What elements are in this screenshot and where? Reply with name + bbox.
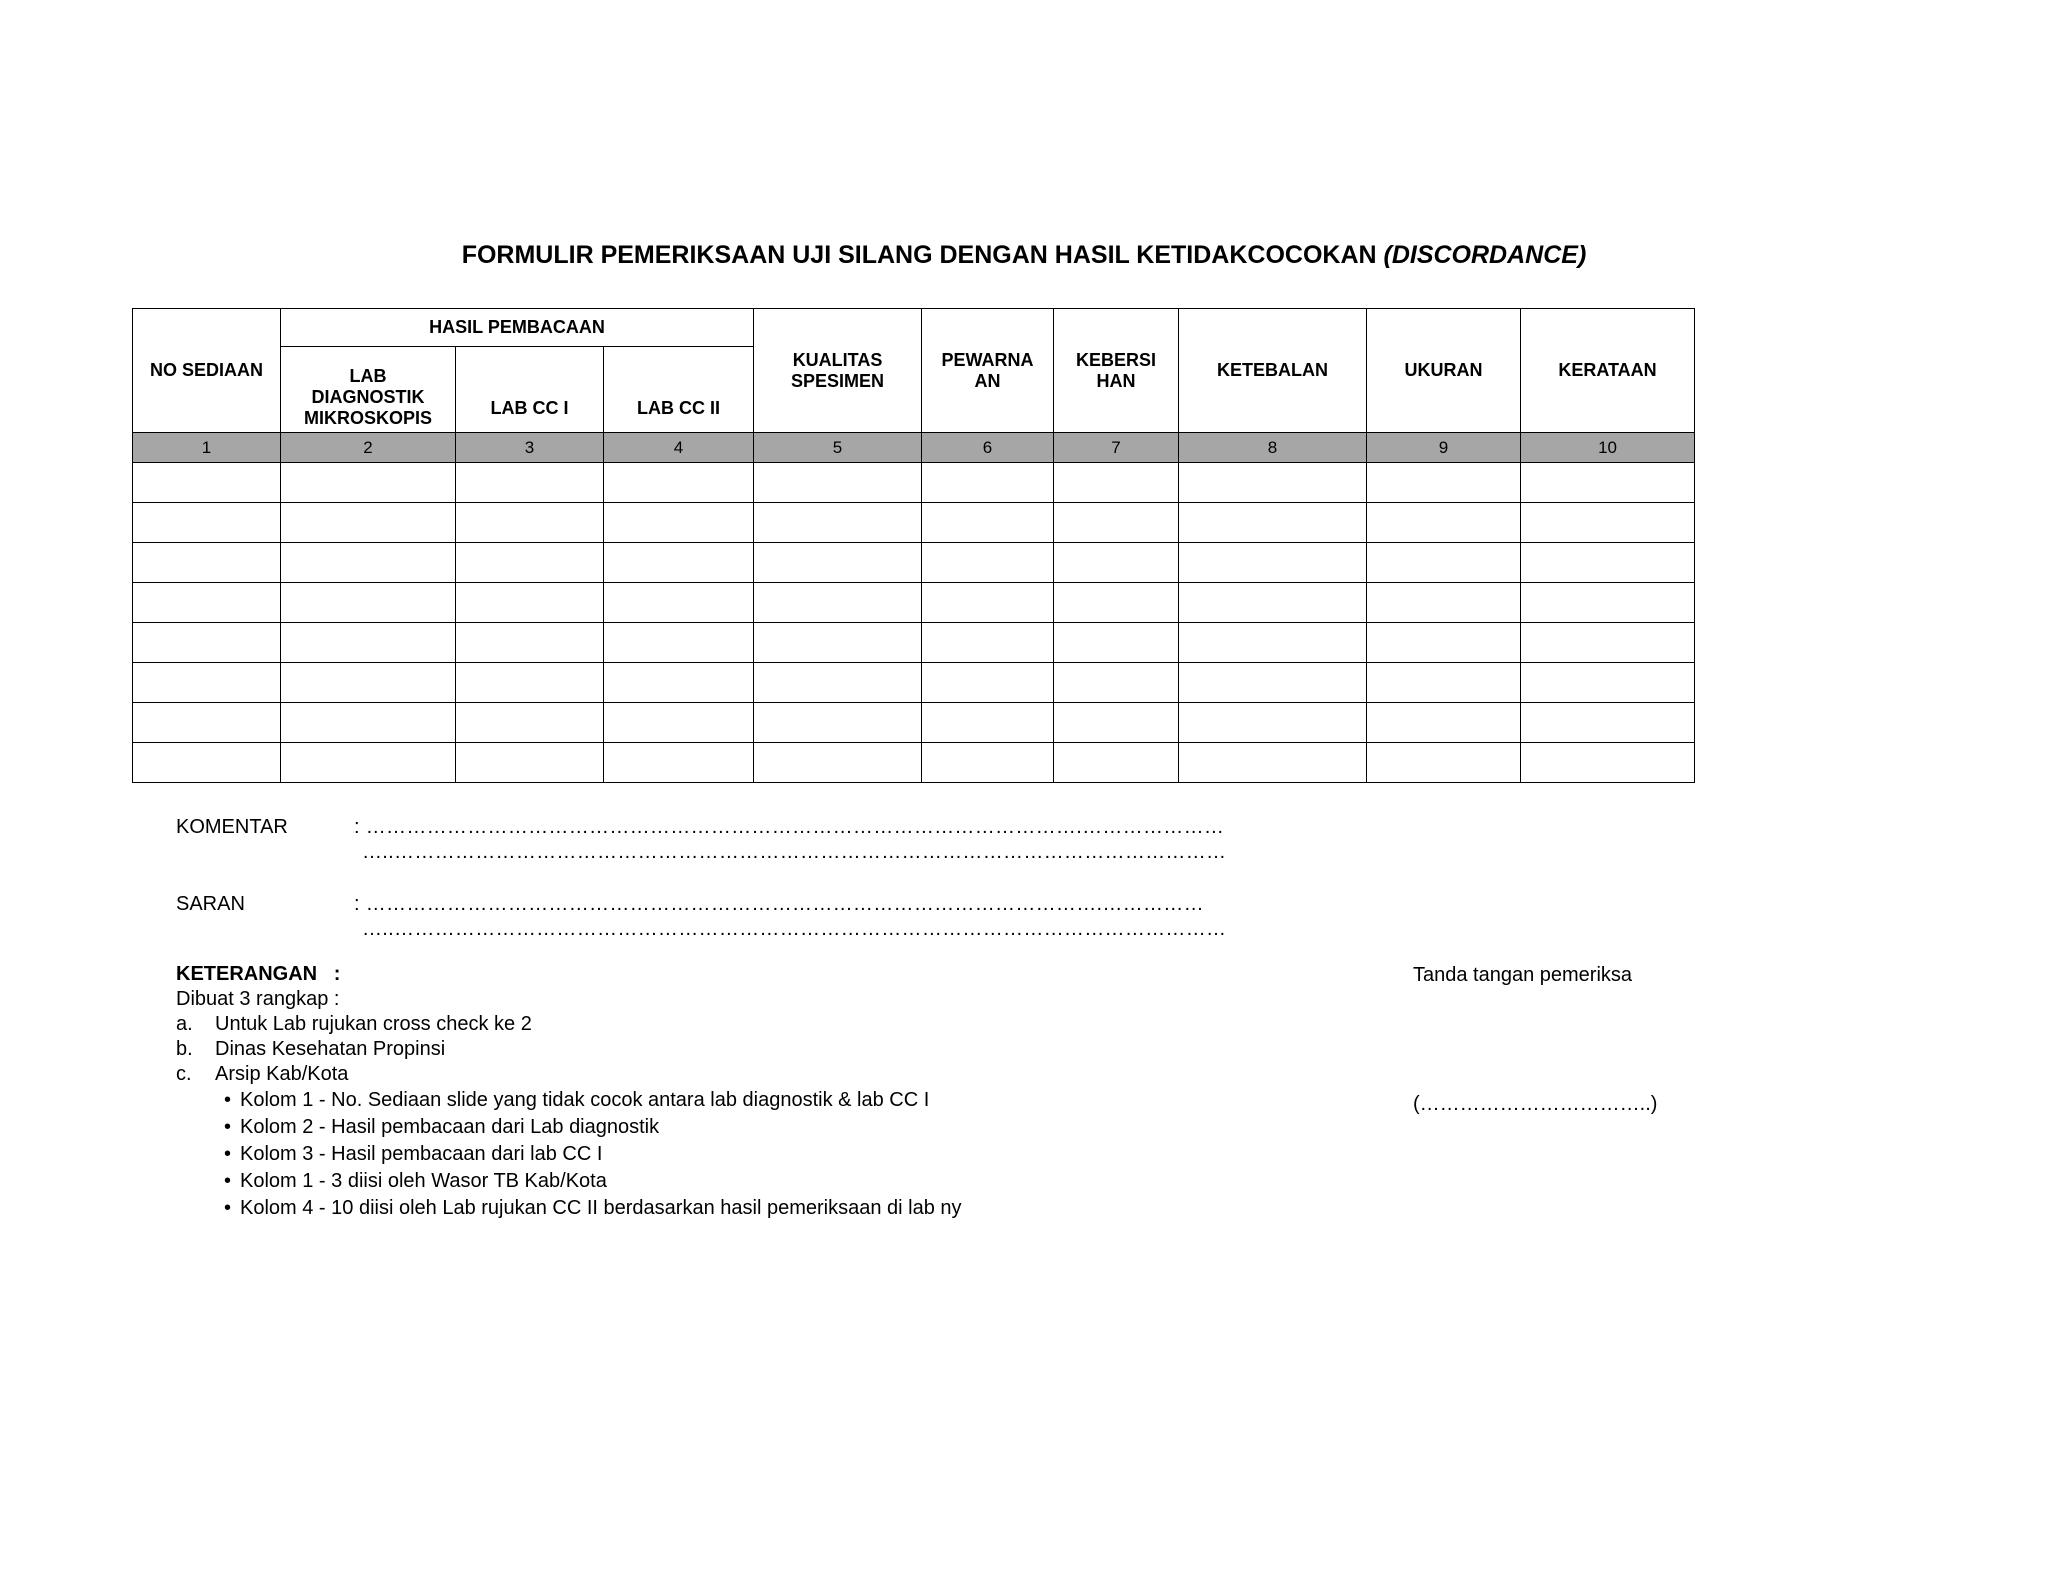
entry-cell[interactable] xyxy=(604,623,754,663)
entry-cell[interactable] xyxy=(133,543,281,583)
bullet-icon: • xyxy=(224,1089,232,1111)
komentar-line-2[interactable]: …..…………………………………………………………………………………………………………… xyxy=(362,841,1227,863)
column-number: 1 xyxy=(133,433,281,463)
bullet-text: Kolom 1 - No. Sediaan slide yang tidak cocok antara lab diagnostik & lab CC I xyxy=(240,1089,930,1111)
entry-cell[interactable] xyxy=(1054,703,1179,743)
item-marker: c. xyxy=(176,1063,192,1085)
header-lab-cc-1: LAB CC I xyxy=(456,347,604,433)
entry-cell[interactable] xyxy=(281,503,456,543)
entry-cell[interactable] xyxy=(1521,663,1695,703)
komentar-label: KOMENTAR xyxy=(176,816,288,838)
column-number: 10 xyxy=(1521,433,1695,463)
entry-cell[interactable] xyxy=(1179,503,1367,543)
list-item xyxy=(224,1168,962,1195)
bullet-icon: • xyxy=(224,1197,232,1219)
entry-cell[interactable] xyxy=(1521,503,1695,543)
table-body xyxy=(133,463,1695,783)
keterangan-intro: Dibuat 3 rangkap : xyxy=(176,988,340,1010)
kolom-notes-list xyxy=(176,1087,962,1222)
bullet-text: Kolom 4 - 10 diisi oleh Lab rujukan CC II berdasarkan hasil pemeriksaan di lab ny xyxy=(240,1197,962,1219)
header-kebersihan: KEBERSI HAN xyxy=(1054,309,1179,433)
entry-cell[interactable] xyxy=(922,743,1054,783)
saran-label: SARAN xyxy=(176,893,245,915)
entry-cell[interactable] xyxy=(1521,583,1695,623)
table-row xyxy=(133,663,1695,703)
entry-cell[interactable] xyxy=(1521,703,1695,743)
table-row xyxy=(133,703,1695,743)
entry-cell[interactable] xyxy=(1054,623,1179,663)
item-text: Arsip Kab/Kota xyxy=(215,1063,349,1085)
list-item xyxy=(224,1087,962,1114)
saran-line-1[interactable]: : ……………………………………………………………………………………………….…………… xyxy=(354,893,1204,915)
column-number: 5 xyxy=(754,433,922,463)
discordance-table xyxy=(132,308,1695,783)
column-number: 3 xyxy=(456,433,604,463)
entry-cell[interactable] xyxy=(281,463,456,503)
table-row xyxy=(133,743,1695,783)
entry-cell[interactable] xyxy=(1367,663,1521,703)
entry-cell[interactable] xyxy=(133,663,281,703)
entry-cell[interactable] xyxy=(456,623,604,663)
entry-cell[interactable] xyxy=(1054,543,1179,583)
item-marker: a. xyxy=(176,1013,193,1035)
bullet-icon: • xyxy=(224,1143,232,1165)
entry-cell[interactable] xyxy=(604,503,754,543)
signature-label: Tanda tangan pemeriksa xyxy=(1413,964,1633,986)
table-row xyxy=(133,543,1695,583)
entry-cell[interactable] xyxy=(456,703,604,743)
entry-cell[interactable] xyxy=(1054,503,1179,543)
list-item xyxy=(224,1114,962,1141)
header-pewarnaan: PEWARNA AN xyxy=(922,309,1054,433)
entry-cell[interactable] xyxy=(922,623,1054,663)
item-text: Dinas Kesehatan Propinsi xyxy=(215,1038,446,1060)
entry-cell[interactable] xyxy=(922,503,1054,543)
entry-cell[interactable] xyxy=(1367,543,1521,583)
title-italic: (DISCORDANCE) xyxy=(1383,241,1587,269)
entry-cell[interactable] xyxy=(133,743,281,783)
header-ukuran: UKURAN xyxy=(1367,309,1521,433)
entry-cell[interactable] xyxy=(456,743,604,783)
entry-cell[interactable] xyxy=(133,583,281,623)
entry-cell[interactable] xyxy=(754,583,922,623)
entry-cell[interactable] xyxy=(1367,703,1521,743)
entry-cell[interactable] xyxy=(1521,743,1695,783)
header-kerataan: KERATAAN xyxy=(1521,309,1695,433)
entry-cell[interactable] xyxy=(1179,663,1367,703)
form-title xyxy=(0,241,2048,270)
bullet-icon: • xyxy=(224,1170,232,1192)
entry-cell[interactable] xyxy=(281,623,456,663)
entry-cell[interactable] xyxy=(922,703,1054,743)
bullet-text: Kolom 3 - Hasil pembacaan dari lab CC I xyxy=(240,1143,603,1165)
bullet-text: Kolom 2 - Hasil pembacaan dari Lab diagnostik xyxy=(240,1116,660,1138)
entry-cell[interactable] xyxy=(1179,703,1367,743)
entry-cell[interactable] xyxy=(754,463,922,503)
entry-cell[interactable] xyxy=(281,583,456,623)
table-row xyxy=(133,503,1695,543)
entry-cell[interactable] xyxy=(604,663,754,703)
keterangan-item xyxy=(176,1062,962,1087)
item-text: Untuk Lab rujukan cross check ke 2 xyxy=(215,1013,532,1035)
komentar-line-1[interactable]: : …………………………………………………………………………………………….………………… xyxy=(354,816,1225,838)
entry-cell[interactable] xyxy=(604,463,754,503)
entry-cell[interactable] xyxy=(754,543,922,583)
signature-blank[interactable]: (……………………………..) xyxy=(1413,1093,1658,1115)
entry-cell[interactable] xyxy=(604,583,754,623)
keterangan-section xyxy=(176,962,962,1222)
entry-cell[interactable] xyxy=(1054,663,1179,703)
title-main: FORMULIR PEMERIKSAAN UJI SILANG DENGAN HASIL KETIDAKCOCOKAN xyxy=(461,241,1377,269)
header-hasil-pembacaan: HASIL PEMBACAAN xyxy=(281,309,754,347)
column-number: 6 xyxy=(922,433,1054,463)
entry-cell[interactable] xyxy=(1179,623,1367,663)
entry-cell[interactable] xyxy=(754,703,922,743)
header-no-sediaan: NO SEDIAAN xyxy=(133,309,281,433)
entry-cell[interactable] xyxy=(1521,623,1695,663)
header-lab-diagnostik: LAB DIAGNOSTIK MIKROSKOPIS xyxy=(281,347,456,433)
entry-cell[interactable] xyxy=(922,583,1054,623)
column-number: 7 xyxy=(1054,433,1179,463)
entry-cell[interactable] xyxy=(604,703,754,743)
entry-cell[interactable] xyxy=(456,543,604,583)
entry-cell[interactable] xyxy=(1521,543,1695,583)
header-ketebalan: KETEBALAN xyxy=(1179,309,1367,433)
entry-cell[interactable] xyxy=(281,663,456,703)
entry-cell[interactable] xyxy=(754,743,922,783)
entry-cell[interactable] xyxy=(604,743,754,783)
list-item xyxy=(224,1141,962,1168)
entry-cell[interactable] xyxy=(1367,503,1521,543)
entry-cell[interactable] xyxy=(1054,463,1179,503)
entry-cell[interactable] xyxy=(1367,743,1521,783)
entry-cell[interactable] xyxy=(1367,463,1521,503)
entry-cell[interactable] xyxy=(1179,743,1367,783)
entry-cell[interactable] xyxy=(604,543,754,583)
entry-cell[interactable] xyxy=(1179,463,1367,503)
entry-cell[interactable] xyxy=(456,663,604,703)
entry-cell[interactable] xyxy=(133,463,281,503)
column-number: 8 xyxy=(1179,433,1367,463)
bullet-icon: • xyxy=(224,1116,232,1138)
header-kualitas-spesimen: KUALITAS SPESIMEN xyxy=(754,309,922,433)
entry-cell[interactable] xyxy=(456,583,604,623)
entry-cell[interactable] xyxy=(281,703,456,743)
entry-cell[interactable] xyxy=(1367,583,1521,623)
entry-cell[interactable] xyxy=(456,463,604,503)
list-item xyxy=(224,1195,962,1222)
entry-cell[interactable] xyxy=(1179,543,1367,583)
bullet-text: Kolom 1 - 3 diisi oleh Wasor TB Kab/Kota xyxy=(240,1170,607,1192)
entry-cell[interactable] xyxy=(1367,623,1521,663)
table-row xyxy=(133,623,1695,663)
entry-cell[interactable] xyxy=(133,703,281,743)
entry-cell[interactable] xyxy=(754,663,922,703)
entry-cell[interactable] xyxy=(754,623,922,663)
entry-cell[interactable] xyxy=(456,503,604,543)
column-number: 2 xyxy=(281,433,456,463)
entry-cell[interactable] xyxy=(922,663,1054,703)
entry-cell[interactable] xyxy=(281,543,456,583)
entry-cell[interactable] xyxy=(1179,583,1367,623)
column-number: 4 xyxy=(604,433,754,463)
entry-cell[interactable] xyxy=(1054,583,1179,623)
keterangan-item xyxy=(176,1037,962,1062)
table-row xyxy=(133,583,1695,623)
table-row xyxy=(133,463,1695,503)
entry-cell[interactable] xyxy=(133,623,281,663)
entry-cell[interactable] xyxy=(922,463,1054,503)
entry-cell[interactable] xyxy=(1521,463,1695,503)
entry-cell[interactable] xyxy=(1054,743,1179,783)
entry-cell[interactable] xyxy=(922,543,1054,583)
keterangan-heading: KETERANGAN : xyxy=(176,963,341,985)
entry-cell[interactable] xyxy=(754,503,922,543)
item-marker: b. xyxy=(176,1038,193,1060)
saran-line-2[interactable]: …..…………………………………………………………………………………………………………… xyxy=(362,918,1227,940)
header-lab-cc-2: LAB CC II xyxy=(604,347,754,433)
entry-cell[interactable] xyxy=(281,743,456,783)
entry-cell[interactable] xyxy=(133,503,281,543)
column-number: 9 xyxy=(1367,433,1521,463)
keterangan-item xyxy=(176,1012,962,1037)
